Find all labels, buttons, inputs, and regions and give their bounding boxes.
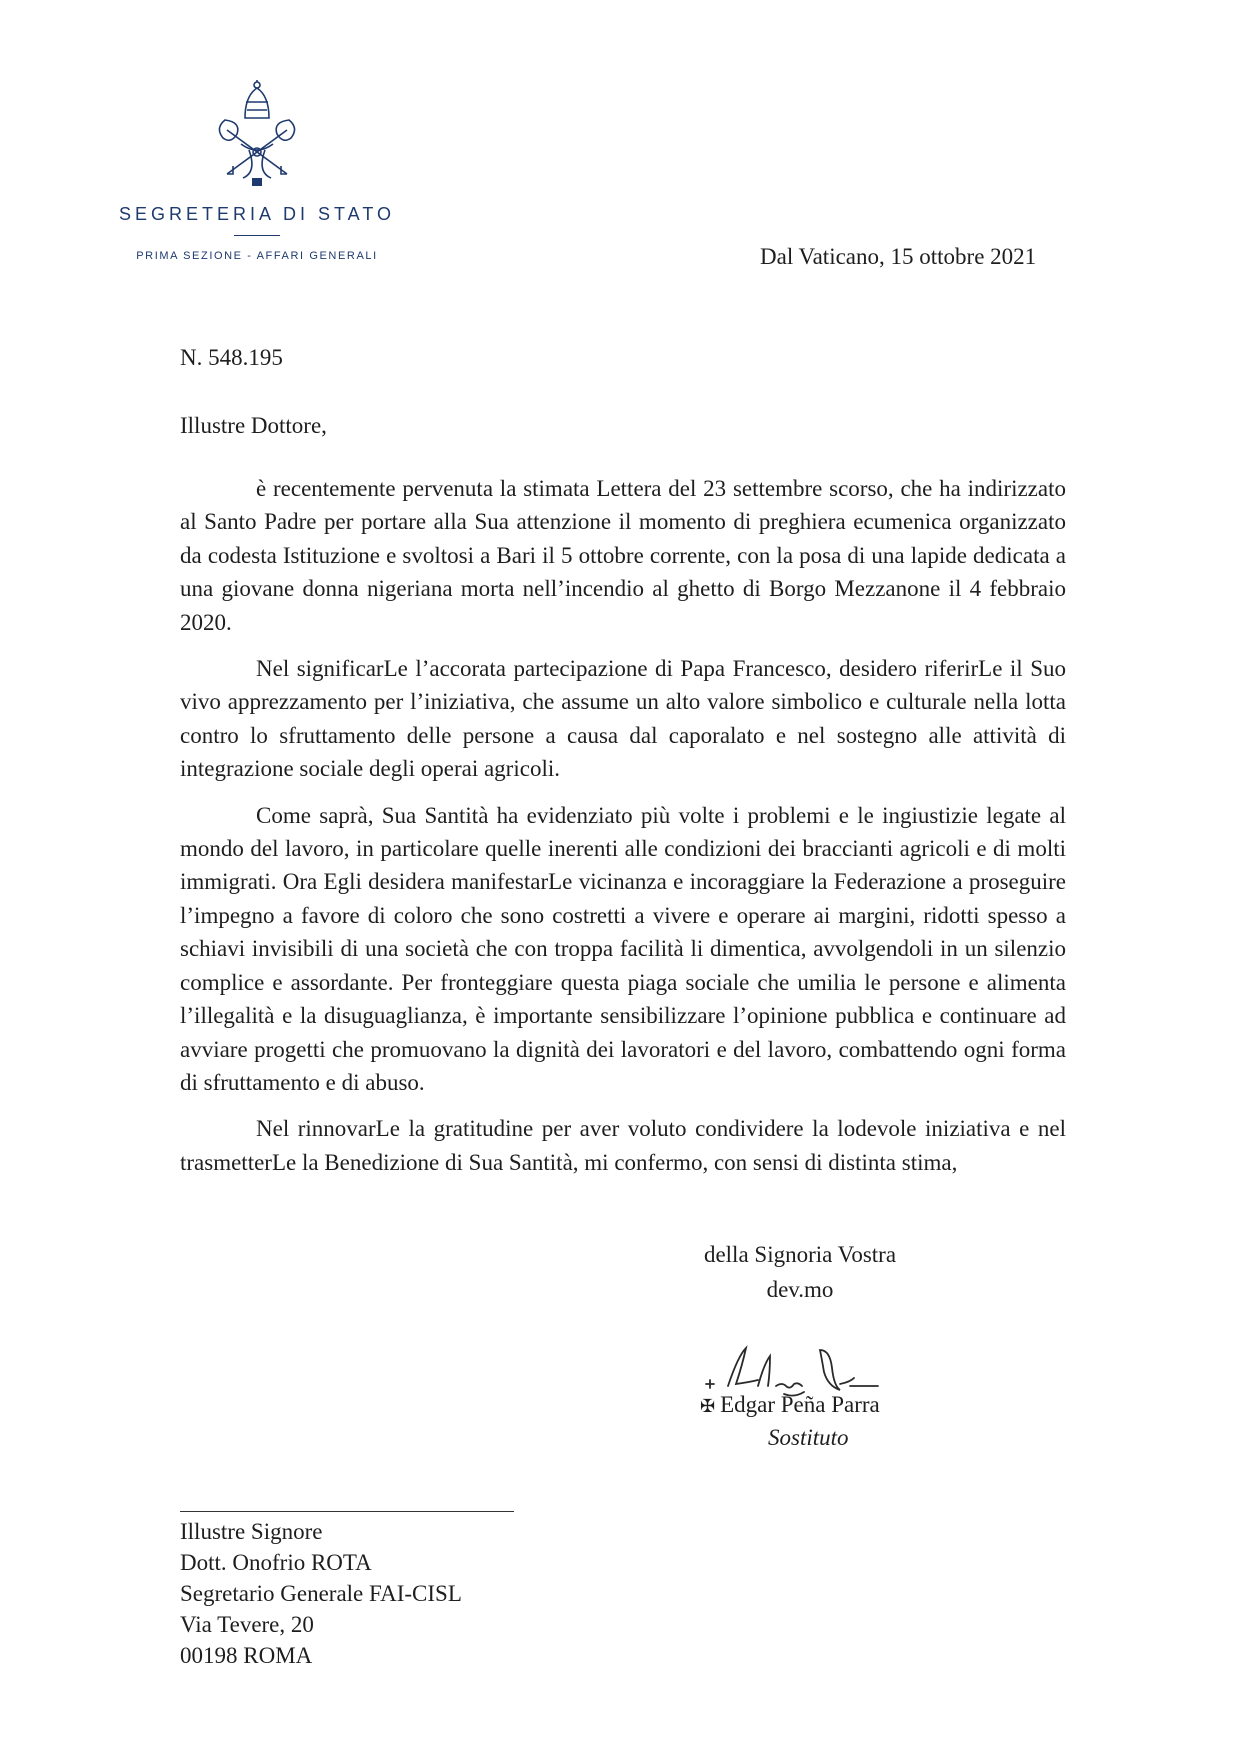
body-paragraph: è recentemente pervenuta la stimata Lettera del 23 settembre scorso, che ha indirizzato al Santo Padre per portare alla Sua attenzione il momento di preghiera ecumenica organizzato da codesta Istituzione e svoltosi a Bari il 5 ottobre corrente, con la posa di una lapide dedicata a una giovane donna nigeriana morta nell’incendio al ghetto di Borgo Mezzanone il 4 febbraio 2020. bbox=[180, 476, 1066, 635]
organization-section: PRIMA SEZIONE - AFFARI GENERALI bbox=[136, 250, 378, 262]
letterhead-divider bbox=[234, 235, 280, 236]
recipient-address bbox=[180, 1516, 462, 1671]
address-line: Via Tevere, 20 bbox=[180, 1612, 314, 1637]
address-divider bbox=[180, 1511, 514, 1512]
salutation: Illustre Dottore, bbox=[180, 413, 327, 438]
address-line: Segretario Generale FAI-CISL bbox=[180, 1581, 462, 1606]
address-line: Illustre Signore bbox=[180, 1519, 323, 1544]
organization-name: SEGRETERIA DI STATO bbox=[118, 204, 396, 224]
address-line: 00198 ROMA bbox=[180, 1643, 313, 1668]
signer-name bbox=[700, 1392, 880, 1418]
body-paragraph: Nel significarLe l’accorata partecipazione di Papa Francesco, desidero riferirLe il Suo vivo apprezzamento per l’iniziativa, che assume un alto valore simbolico e culturale nella lotta contro lo sfruttamento delle persone a causa dal caporalato e nel sostegno alle attività di integrazione sociale degli operai agricoli. bbox=[180, 656, 1066, 782]
address-line: Dott. Onofrio ROTA bbox=[180, 1550, 372, 1575]
signer-name-text: Edgar Peña Parra bbox=[720, 1392, 880, 1417]
body-paragraph: Nel rinnovarLe la gratitudine per aver voluto condividere la lodevole iniziativa e nel trasmetterLe la Benedizione di Sua Santità, mi confermo, con sensi di distinta stima, bbox=[180, 1116, 1066, 1175]
papal-coat-of-arms-icon bbox=[205, 78, 309, 190]
closing-line: dev.mo bbox=[766, 1277, 834, 1302]
signer-title: Sostituto bbox=[768, 1425, 849, 1450]
cross-icon: ✠ bbox=[700, 1396, 716, 1416]
letterhead bbox=[92, 78, 422, 262]
closing-line: della Signoria Vostra bbox=[703, 1242, 897, 1267]
letter-body bbox=[180, 472, 1066, 1192]
closing-formula bbox=[660, 1237, 940, 1307]
protocol-number: N. 548.195 bbox=[180, 345, 283, 370]
letter-date: Dal Vaticano, 15 ottobre 2021 bbox=[760, 244, 1037, 269]
body-paragraph: Come saprà, Sua Santità ha evidenziato più volte i problemi e le ingiustizie legate al mondo del lavoro, in particolare quelle inerenti alle condizioni dei braccianti agricoli e di molti immigrati. Ora Egli desidera manifestarLe vicinanza e incoraggiare la Federazione a proseguire l’impegno a favore di coloro che sono costretti a vivere e operare ai margini, ridotti spesso a schiavi invisibili di una società che con troppa facilità li dimentica, avvolgendoli in un silenzio complice e assordante. Per fronteggiare questa piaga sociale che umilia le persone e alimenta l’illegalità e la disuguaglianza, è importante sensibilizzare l’opinione pubblica e continuare ad avviare progetti che promuovano la dignità dei lavoratori e del lavoro, combattendo ogni forma di sfruttamento e di abuso. bbox=[180, 802, 1066, 1095]
